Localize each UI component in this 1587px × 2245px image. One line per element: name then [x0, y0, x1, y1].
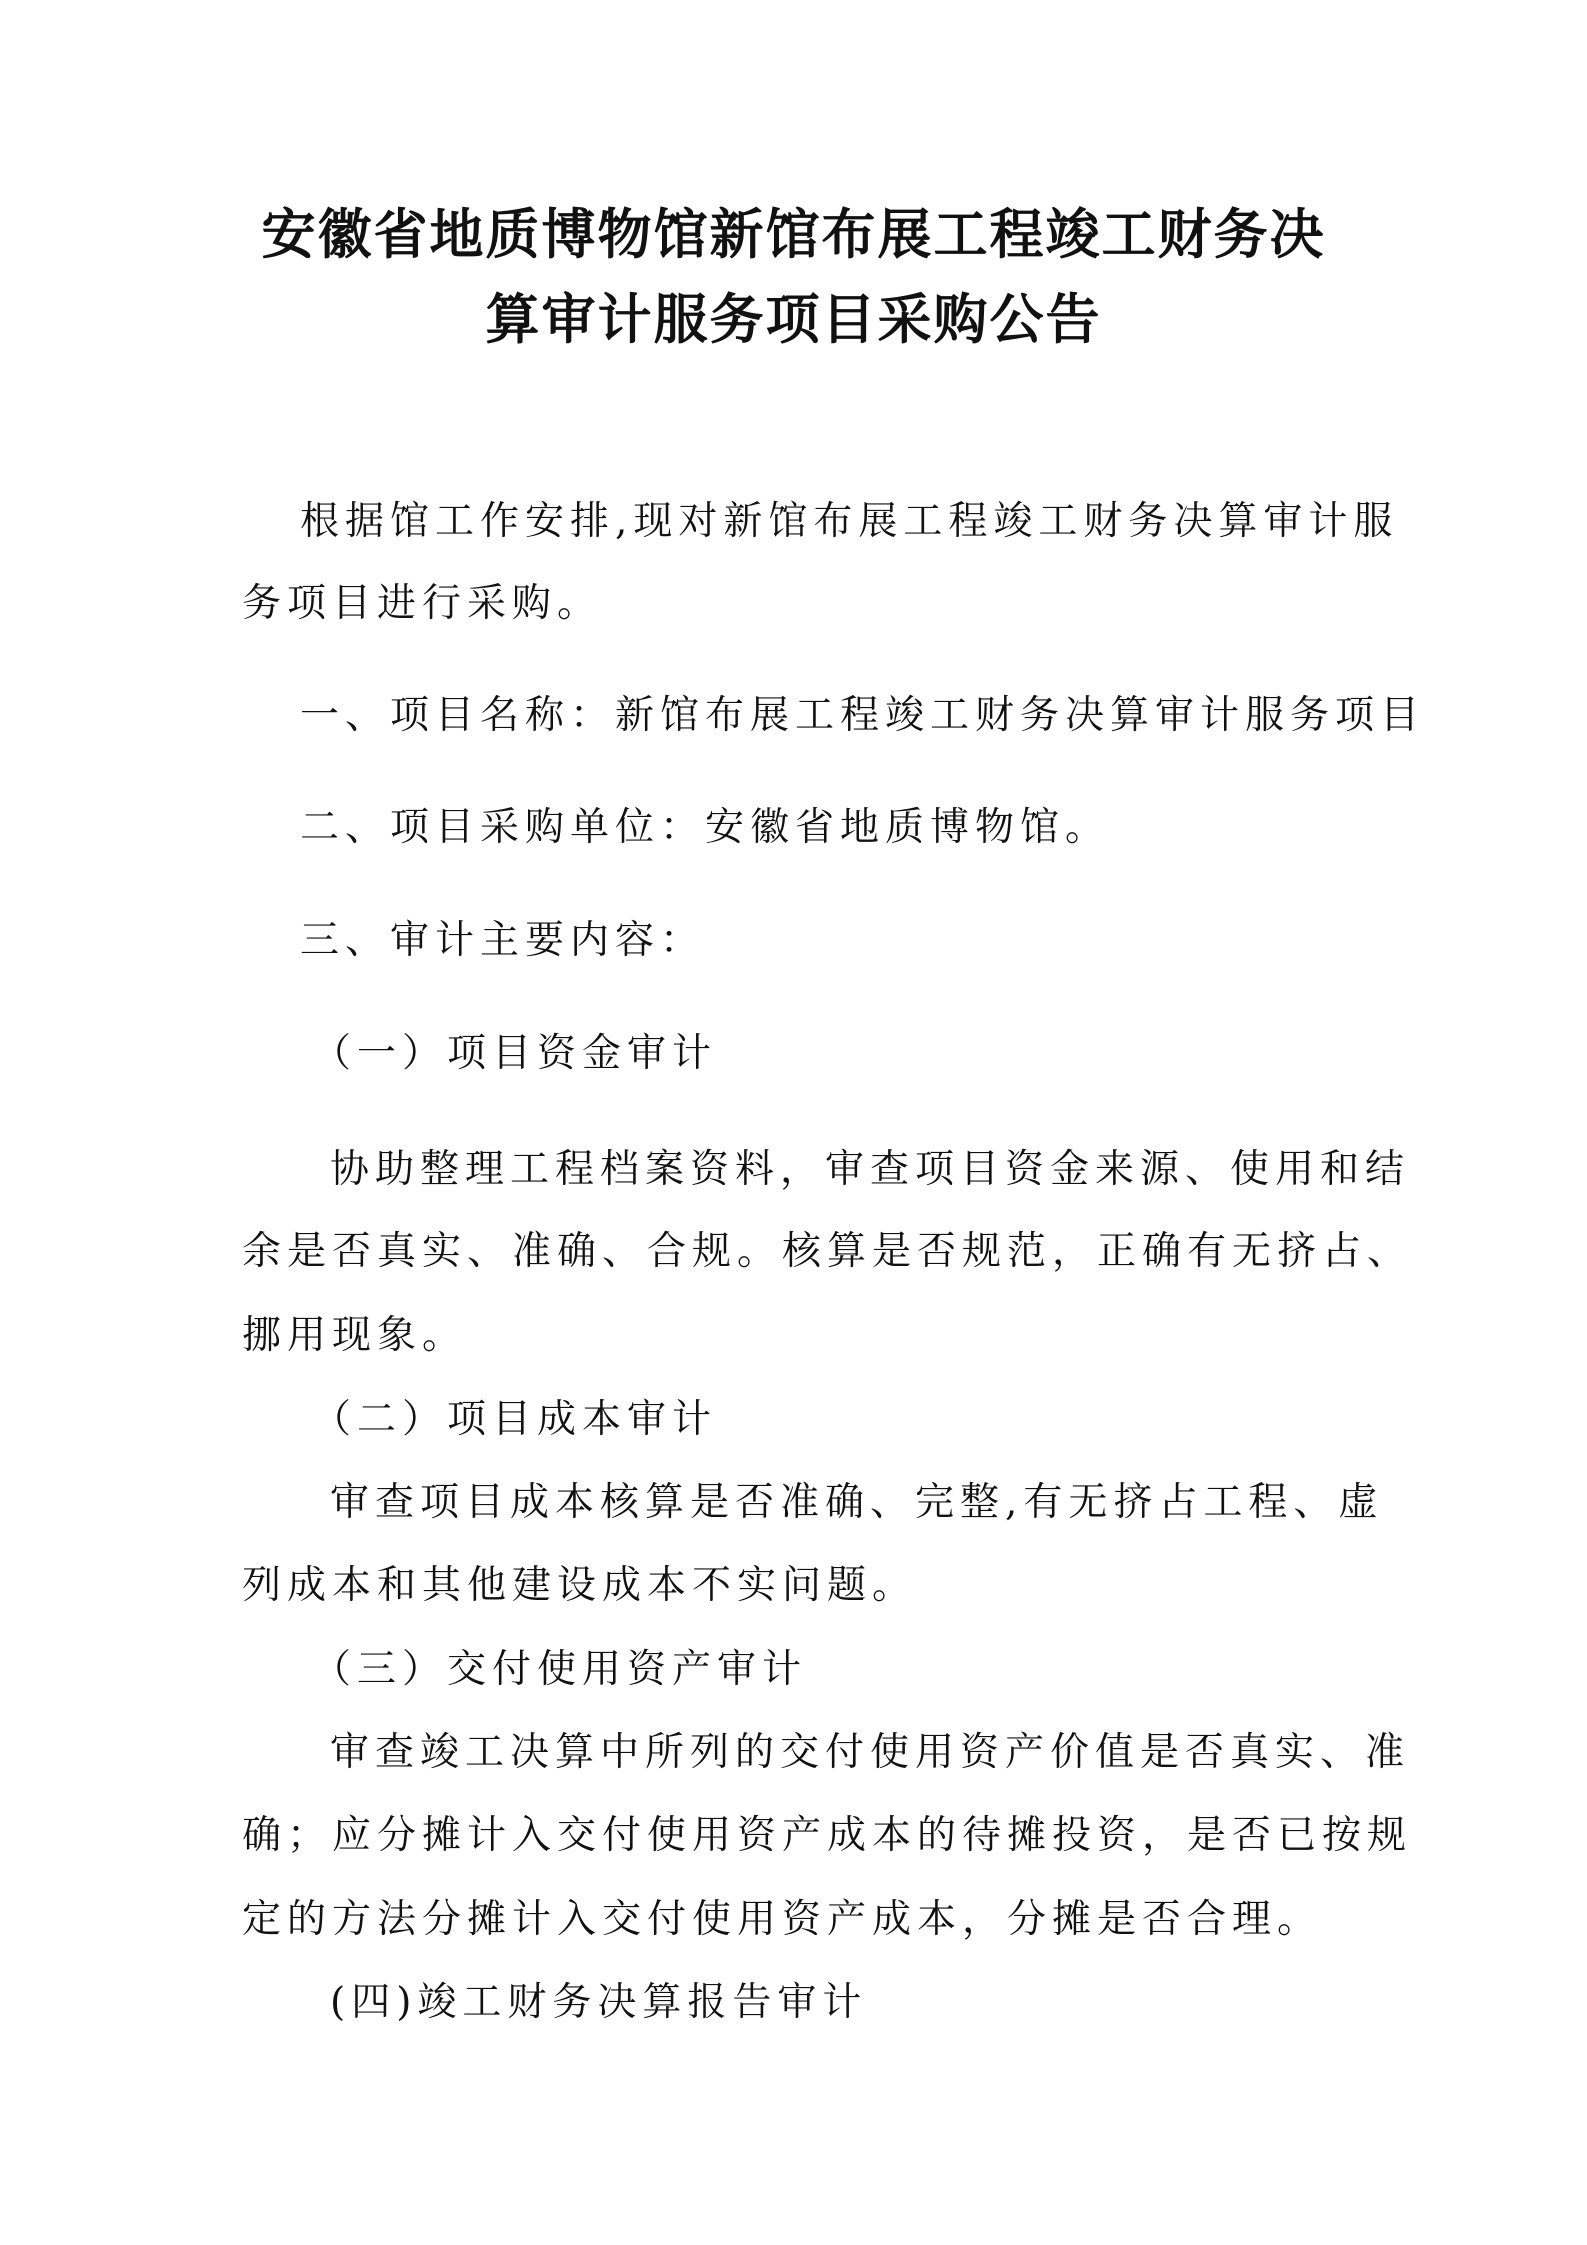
subsection-2-body-line-2: 列成本和其他建设成本不实问题。 [242, 1563, 918, 1608]
subsection-2-body-line-1: 审查项目成本核算是否准确、完整,有无挤占工程、虚 [330, 1480, 1384, 1525]
subsection-1-body-line-1: 协助整理工程档案资料，审查项目资金来源、使用和结 [330, 1147, 1411, 1192]
section-audit-content-heading: 三、审计主要内容： [300, 918, 706, 963]
intro-line-2: 务项目进行采购。 [242, 581, 603, 626]
section-project-name: 一、项目名称：新馆布展工程竣工财务决算审计服务项目 [300, 693, 1426, 738]
subsection-3-body-line-1: 审查竣工决算中所列的交付使用资产价值是否真实、准 [330, 1730, 1411, 1775]
subsection-2-heading: （二）项目成本审计 [312, 1397, 718, 1442]
subsection-1-body-line-3: 挪用现象。 [242, 1313, 468, 1358]
section-purchasing-unit: 二、项目采购单位：安徽省地质博物馆。 [300, 805, 1111, 850]
subsection-1-heading: （一）项目资金审计 [312, 1031, 718, 1076]
document-title-line-1: 安徽省地质博物馆新馆布展工程竣工财务决 [261, 202, 1326, 266]
subsection-3-heading: （三）交付使用资产审计 [312, 1647, 808, 1692]
subsection-4-heading: (四)竣工财务决算报告审计 [330, 1980, 868, 2025]
subsection-3-body-line-3: 定的方法分摊计入交付使用资产成本，分摊是否合理。 [242, 1897, 1323, 1942]
document-title-line-2: 算审计服务项目采购公告 [485, 287, 1102, 351]
subsection-3-body-line-2: 确；应分摊计入交付使用资产成本的待摊投资，是否已按规 [242, 1813, 1413, 1858]
intro-line-1: 根据馆工作安排,现对新馆布展工程竣工财务决算审计服 [300, 499, 1399, 544]
subsection-1-body-line-2: 余是否真实、准确、合规。核算是否规范，正确有无挤占、 [242, 1229, 1413, 1274]
